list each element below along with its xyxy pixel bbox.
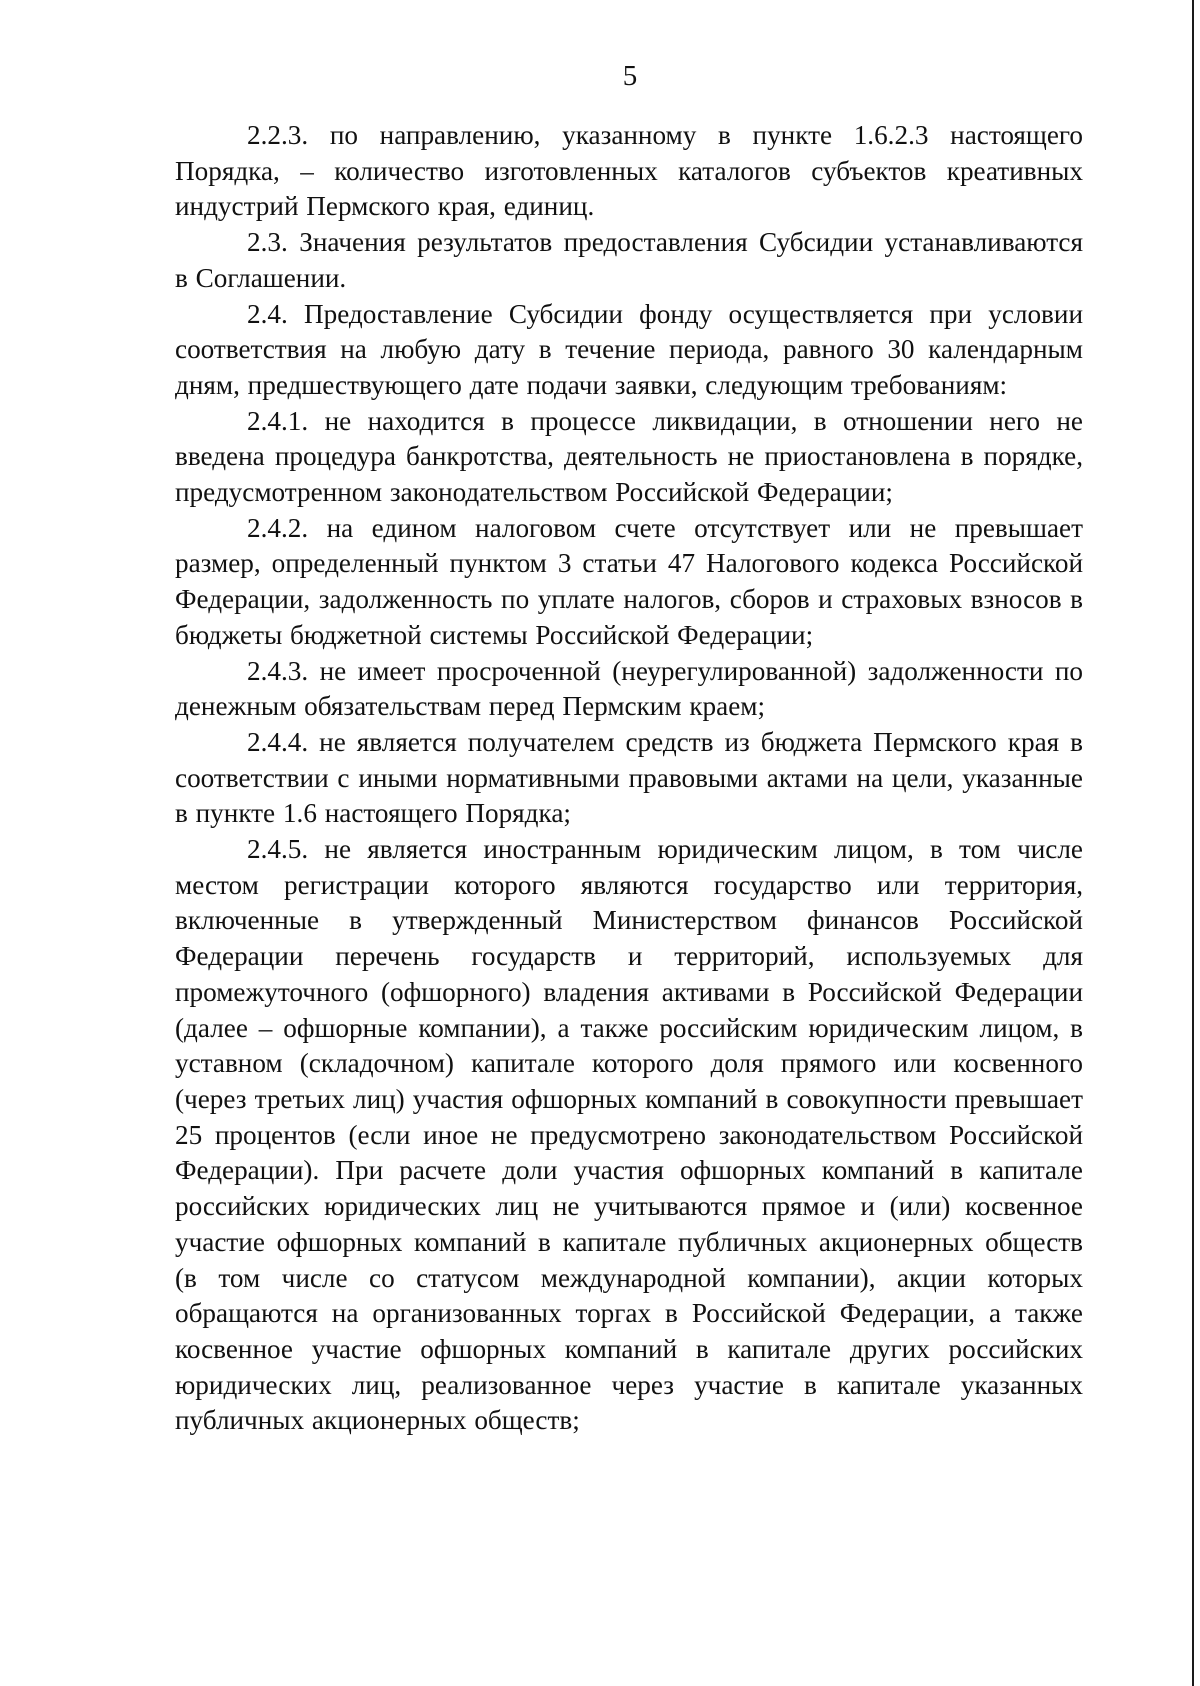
paragraph-2-4-4: 2.4.4. не является получателем средств из бюджета Пермского края в соответствии с иными нормативными правовыми актами на цели, указанные в пункте 1.6 настоящего Порядка; [175, 726, 1083, 829]
paragraph-2-4-1: 2.4.1. не находится в процессе ликвидации, в отношении него не введена процедура банкротства, деятельность не приостановлена в порядке, предусмотренном законодательством Российской Федерации; [175, 405, 1083, 508]
paragraph-2-2-3: 2.2.3. по направлению, указанному в пункте 1.6.2.3 настоящего Порядка, – количество изготовленных каталогов субъектов креативных индустрий Пермского края, единиц. [175, 120, 1083, 222]
paragraph-2-4-2: 2.4.2. на едином налоговом счете отсутствует или не превышает размер, определенный пунктом 3 статьи 47 Налогового кодекса Российской Федерации, задолженность по уплате налогов, сборов и страховых взносов в бюджеты бюджетной системы Российской Федерации; [175, 512, 1083, 650]
document-body [175, 118, 1083, 1439]
paragraph-2-3: 2.3. Значения результатов предоставления Субсидии устанавливаются в Соглашении. [175, 227, 1083, 293]
scan-border-line [1192, 0, 1194, 1686]
paragraph-2-4-3: 2.4.3. не имеет просроченной (неурегулированной) задолженности по денежным обязательствам перед Пермским краем; [175, 655, 1083, 722]
paragraph-2-4: 2.4. Предоставление Субсидии фонду осуществляется при условии соответствия на любую дату в течение периода, равного 30 календарным дням, предшествующего дате подачи заявки, следующим требованиям: [175, 298, 1083, 400]
page-number: 5 [622, 60, 638, 92]
paragraph-2-4-5: 2.4.5. не является иностранным юридическим лицом, в том числе местом регистрации которого являются государство или территория, включенные в утвержденный Министерством финансов Российской Федерации перечень государств и территорий, используемых для промежуточного (офшорного) владения активами в Российской Федерации (далее – офшорные компании), а также российским юридическим лицом, в уставном (складочном) капитале которого доля прямого или косвенного (через третьих лиц) участия офшорных компаний в совокупности превышает 25 процентов (если иное не предусмотрено законодательством Российской Федерации). При расчете доли участия офшорных компаний в капитале российских юридических лиц не учитываются прямое и (или) косвенное участие офшорных компаний в капитале публичных акционерных обществ (в том числе со статусом международной компании), акции которых обращаются на организованных торгах в Российской Федерации, а также косвенное участие офшорных компаний в капитале других российских юридических лиц, реализованное через участие в капитале указанных публичных акционерных обществ; [175, 834, 1083, 1436]
